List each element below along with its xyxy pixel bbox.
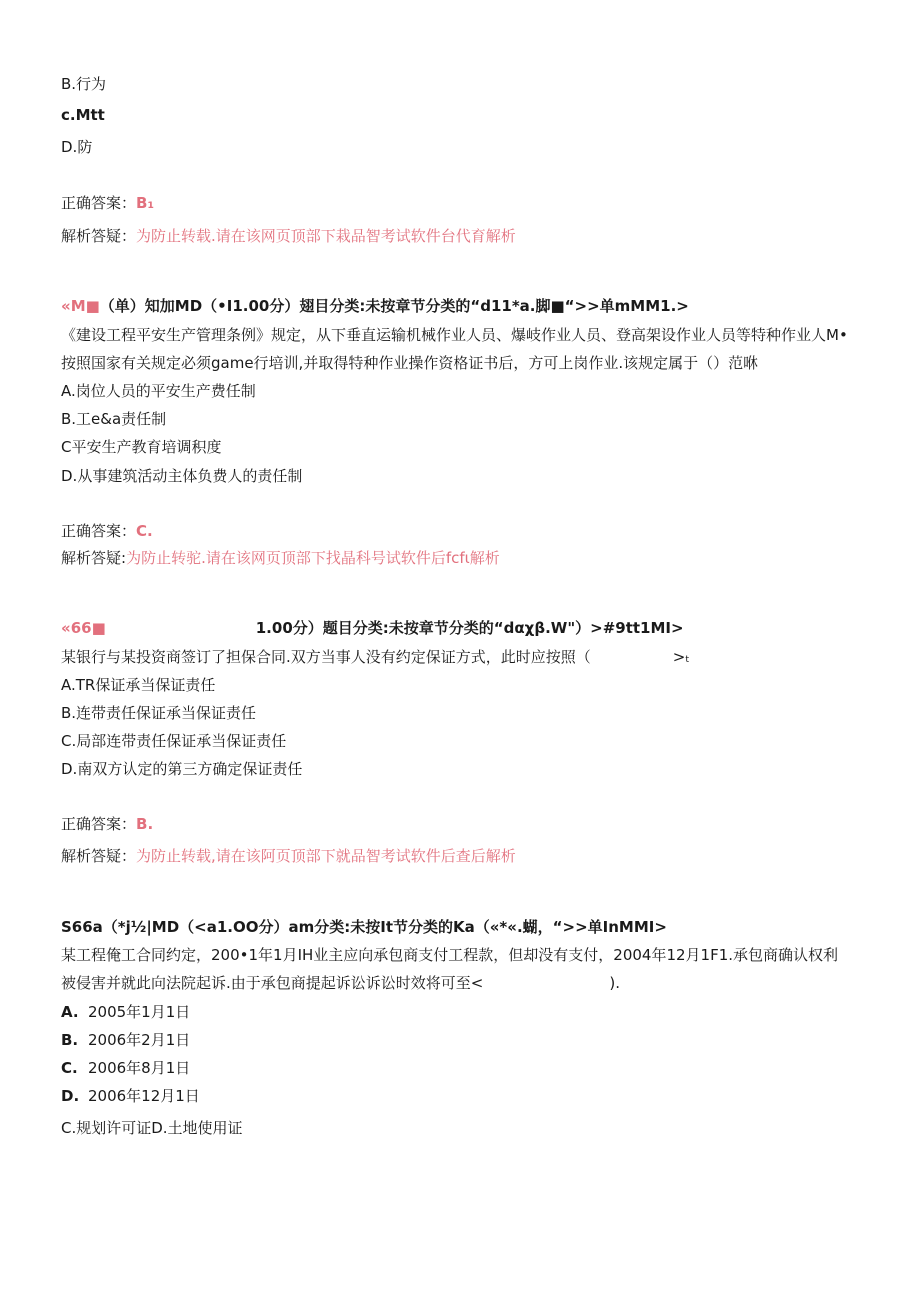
option-c: c.Mtt <box>61 106 105 124</box>
explanation-line <box>61 226 516 246</box>
explanation-link[interactable]: 为防止转驼.请在该网页顶部下找晶科号试软件后fcfι解析 <box>126 549 500 567</box>
extra-options-line: C.规划许可证D.土地使用证 <box>61 1119 243 1137</box>
explanation-link[interactable]: 为防止转载,请在该阿页顶部下就品智考试软件后查后解析 <box>136 847 516 865</box>
question-stem-line: 按照国家有关规定必须game行培训,并取得特种作业操作资格证书后，方可上岗作业.该规定属于（）范咻 <box>61 354 759 372</box>
answer-value: B₁ <box>136 194 155 212</box>
option-c: C. 2006年8月1日 <box>61 1059 191 1077</box>
option-d: D.从事建筑活动主体负费人的责任制 <box>61 467 303 485</box>
explanation-label: 解析答疑： <box>61 847 137 865</box>
question-header-text: 1.00分）题目分类:未按章节分类的“dαχβ.W"）>#9tt1MI> <box>255 619 684 637</box>
explanation-line <box>61 846 516 866</box>
answer-value: B. <box>136 815 154 833</box>
option-a: A. 2005年1月1日 <box>61 1003 191 1021</box>
answer-label: 正确答案： <box>61 194 137 212</box>
explanation-link[interactable]: 为防止转载.请在该网页顶部下栽品智考试软件台代育解析 <box>136 227 516 245</box>
answer-line <box>61 521 153 541</box>
answer-label: 正确答案： <box>61 522 137 540</box>
question-number-mark: «66■ <box>61 619 106 637</box>
question-stem-line: 《建设工程平安生产管理条例》规定，从下垂直运输机械作业人员、爆岐作业人员、登高架设作业人员等特种作业人M• <box>61 326 848 344</box>
question-header <box>61 618 684 638</box>
option-b: B.行为 <box>61 75 107 93</box>
answer-value: C. <box>136 522 153 540</box>
option-d: D.南双方认定的第三方确定保证责任 <box>61 760 303 778</box>
answer-line <box>61 814 153 834</box>
answer-label: 正确答案： <box>61 815 137 833</box>
question-stem-line: 某银行与某投资商签订了担保合同.双方当事人没有约定保证方式，此时应按照（ >ₜ <box>61 648 690 666</box>
option-a: A.岗位人员的平安生产费任制 <box>61 382 256 400</box>
question-stem-line: 被侵害并就此向法院起诉.由于承包商提起诉讼诉讼时效将可至< ). <box>61 974 620 992</box>
question-number-mark: «M■ <box>61 297 100 315</box>
stem-tail: ). <box>609 974 620 992</box>
option-c: C平安生产教育培调积度 <box>61 438 222 456</box>
option-b: B.连带责任保证承当保证责任 <box>61 704 257 722</box>
answer-line <box>61 193 154 213</box>
option-b: B. 2006年2月1日 <box>61 1031 191 1049</box>
explanation-line <box>61 548 500 568</box>
question-header-text: （单）知加MD（•I1.00分）翅目分类:未按章节分类的“d11*a.脚■“>>单mMM1.> <box>99 297 689 315</box>
option-b: B.工e&a责任制 <box>61 410 167 428</box>
stem-tail: >ₜ <box>672 648 690 666</box>
question-header: S66a（*j½|MD（<a1.OO分）am分类:未按It节分类的Ka（«*«.蝴，“>>单InMMI> <box>61 918 667 936</box>
option-a: A.TR保证承当保证责任 <box>61 676 216 694</box>
explanation-label: 解析答疑: <box>61 549 127 567</box>
question-stem-line: 某工程俺工合同约定，200•1年1月IH业主应向承包商支付工程款，但却没有支付，2004年12月1F1.承包商确认权利 <box>61 946 839 964</box>
question-header <box>61 296 689 316</box>
option-d: D. 2006年12月1日 <box>61 1087 200 1105</box>
explanation-label: 解析答疑： <box>61 227 137 245</box>
option-d: D.防 <box>61 138 93 156</box>
option-c: C.局部连带责任保证承当保证责任 <box>61 732 287 750</box>
